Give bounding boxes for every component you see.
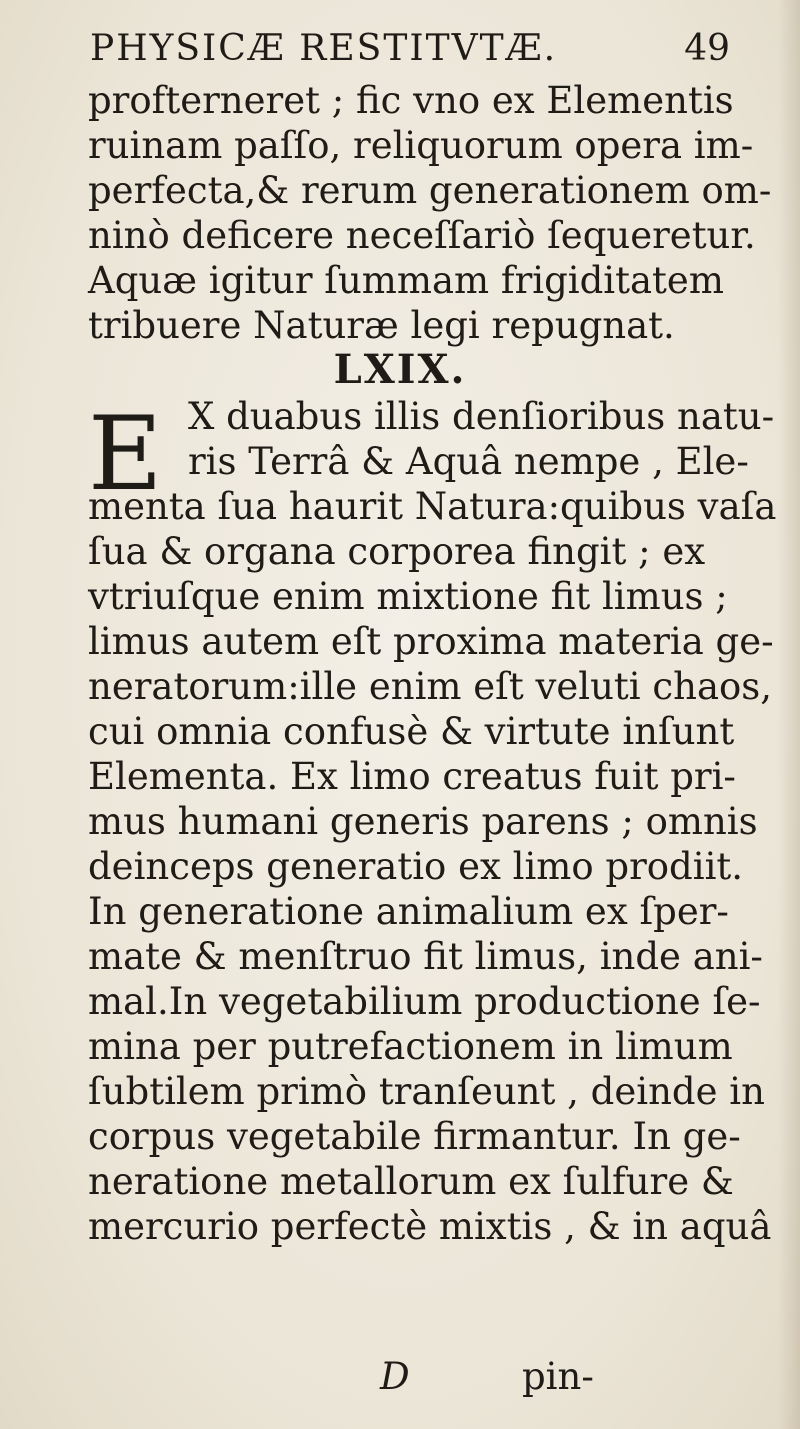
text-line: mina per putrefactionem in limum <box>88 1025 733 1068</box>
text-line: perfecta,& rerum generationem om- <box>88 169 772 212</box>
page-number: 49 <box>684 28 730 69</box>
running-title: PHYSICÆ RESTITVTÆ. <box>90 28 558 69</box>
section-number: LXIX. <box>333 346 467 393</box>
paragraph-2 <box>88 394 777 1249</box>
text-line: mate & menſtruo fit limus, inde ani- <box>88 935 763 978</box>
text-line: Aquæ igitur ſummam frigiditatem <box>88 259 724 302</box>
text-line: ninò deficere neceſſariò ſequeretur. <box>88 214 756 257</box>
text-line: deinceps generatio ex limo prodiit. <box>88 845 744 888</box>
text-line: Elementa. Ex limo creatus fuit pri- <box>88 755 736 798</box>
page-edge-shadow <box>778 0 800 1429</box>
text-line: neratione metallorum ex ſulfure & <box>88 1160 734 1203</box>
page-footer <box>0 1355 800 1400</box>
drop-cap: E <box>88 395 163 514</box>
text-line: vtriuſque enim mixtione fit limus ; <box>88 575 728 618</box>
signature-mark: D <box>380 1355 410 1398</box>
paragraph-1 <box>88 78 772 348</box>
text-line: limus autem eſt proxima materia ge- <box>88 620 774 663</box>
text-line: corpus vegetabile firmantur. In ge- <box>88 1115 741 1158</box>
text-line: profterneret ; fic vno ex Elementis <box>88 79 734 122</box>
text-line: In generatione animalium ex ſper- <box>88 890 729 933</box>
text-line: mercurio perfectè mixtis , & in aquâ <box>88 1205 772 1248</box>
text-line: neratorum:ille enim eſt veluti chaos, <box>88 665 773 708</box>
text-line: mus humani generis parens ; omnis <box>88 800 758 843</box>
text-line: tribuere Naturæ legi repugnat. <box>88 304 675 347</box>
text-line: ſubtilem primò tranſeunt , deinde in <box>88 1070 765 1113</box>
text-line: ruinam paſſo, reliquorum opera im- <box>88 124 754 167</box>
text-line: menta ſua haurit Natura:quibus vaſa <box>88 485 777 528</box>
text-line: cui omnia confusè & virtute inſunt <box>88 710 735 753</box>
text-line: ſua & organa corporea fingit ; ex <box>88 530 706 573</box>
text-line: ris Terrâ & Aquâ nempe , Ele- <box>188 440 749 483</box>
text-line: mal.In vegetabilium productione ſe- <box>88 980 761 1023</box>
catchword: pin- <box>522 1355 594 1398</box>
text-line: X duabus illis denſioribus natu- <box>188 395 775 438</box>
